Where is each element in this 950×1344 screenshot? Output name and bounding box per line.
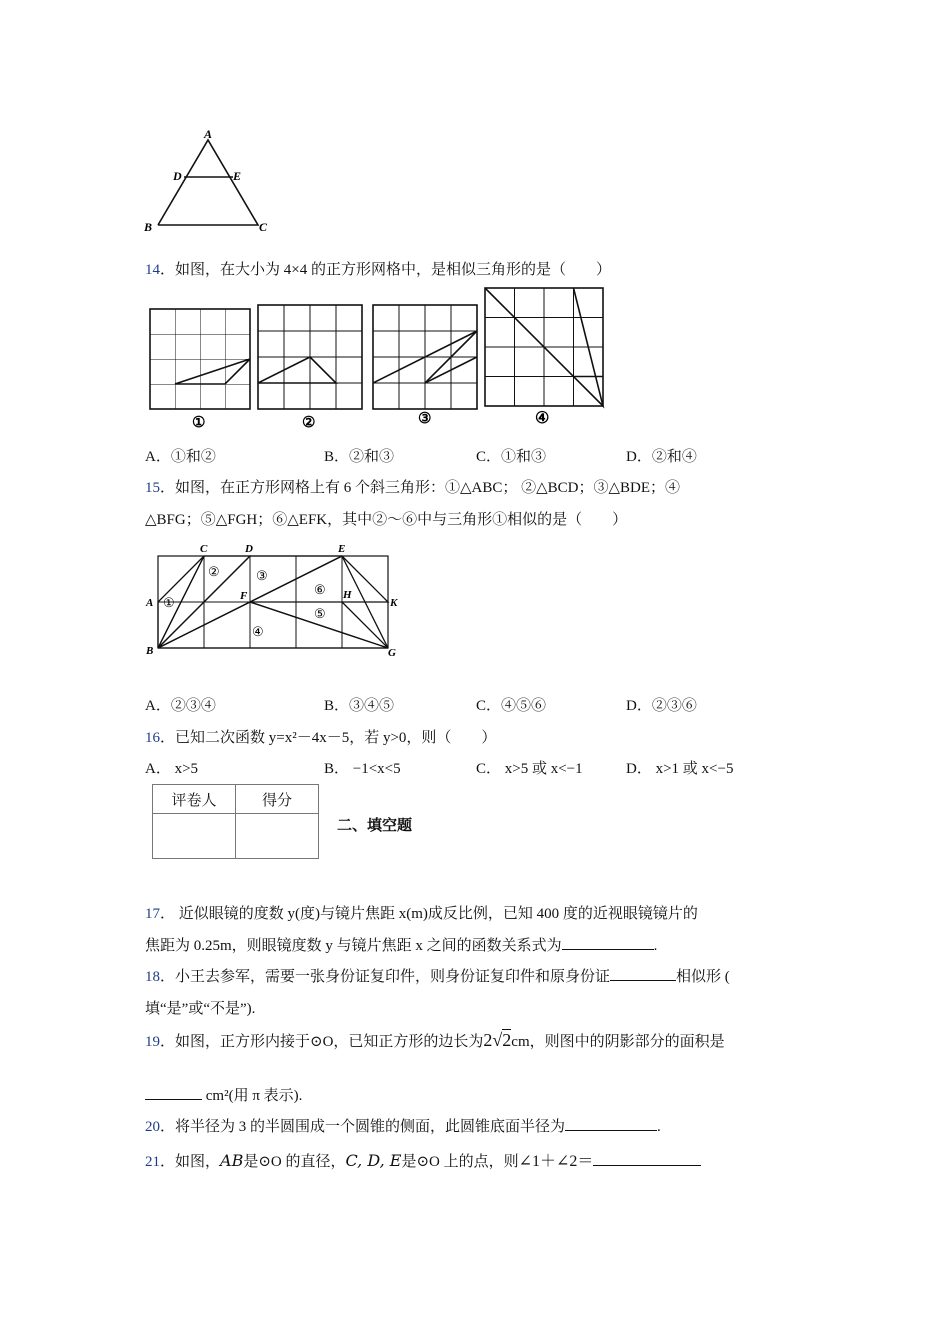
section-title: 二、填空题 xyxy=(337,816,413,834)
q18-text1b: 相似形 ( xyxy=(676,969,730,985)
q14-number: 14 xyxy=(145,262,160,278)
q14-stem xyxy=(145,258,611,279)
q18-number: 18 xyxy=(145,969,160,985)
q14-fig-label-3: ③ xyxy=(418,411,432,427)
label-b: B xyxy=(144,220,153,234)
q20-answer-blank[interactable] xyxy=(565,1116,657,1131)
q21-answer-blank[interactable] xyxy=(593,1151,701,1166)
q20-tail: . xyxy=(657,1119,661,1135)
label-a: A xyxy=(204,127,213,141)
q15-option-b[interactable]: B．③④⑤ xyxy=(324,698,395,714)
q14-option-b[interactable]: B．②和③ xyxy=(324,449,395,465)
q16-option-d[interactable]: D． x>1 或 x<−5 xyxy=(626,761,734,777)
q18-stem-line2: 填“是”或“不是”). xyxy=(145,1001,256,1017)
q15-region-5: ⑤ xyxy=(314,606,326,621)
q18-text1: ．小王去参军，需要一张身份证复印件，则身份证复印件和原身份证 xyxy=(160,969,611,985)
score-table-score-cell[interactable] xyxy=(236,814,319,859)
q19-text2: cm²(用 π 表示). xyxy=(202,1088,303,1104)
q19-answer-blank[interactable] xyxy=(145,1085,202,1100)
score-table-reviewer-header: 评卷人 xyxy=(153,785,236,814)
q19-stem-line2 xyxy=(145,1084,302,1105)
q15-option-d[interactable]: D．②③⑥ xyxy=(626,698,697,714)
triangle-ade-figure xyxy=(140,125,280,240)
q14-fig-label-2: ② xyxy=(302,415,316,431)
q15-option-a[interactable]: A．②③④ xyxy=(145,698,216,714)
score-table-reviewer-cell[interactable] xyxy=(153,814,236,859)
label-d: D xyxy=(173,169,182,183)
q16-option-b[interactable]: B． −1<x<5 xyxy=(324,761,401,777)
q15-label-d: D xyxy=(245,543,253,555)
q21-text3: 是⊙O 上的点，则 xyxy=(401,1154,519,1170)
q19-number: 19 xyxy=(145,1034,160,1050)
q14-fig-label-1: ① xyxy=(192,415,206,431)
q14-text: ．如图，在大小为 4×4 的正方形网格中，是相似三角形的是（ ） xyxy=(160,262,611,278)
q17-text2: 焦距为 0.25m，则眼镜度数 y 与镜片焦距 x 之间的函数关系式为 xyxy=(145,938,562,954)
q15-option-c[interactable]: C．④⑤⑥ xyxy=(476,698,547,714)
q21-stem xyxy=(145,1148,701,1171)
q17-stem-line2 xyxy=(145,934,657,955)
q16-stem xyxy=(145,726,496,747)
q14-grid-figures xyxy=(145,285,615,435)
q15-region-3: ③ xyxy=(256,568,268,583)
sqrt-icon: √ xyxy=(492,1030,503,1050)
q19-unit: cm，则图中的阴影部分的面积是 xyxy=(511,1034,725,1050)
q15-number: 15 xyxy=(145,480,160,496)
q15-region-4: ④ xyxy=(252,624,264,639)
q18-stem-line1 xyxy=(145,965,730,986)
q21-text1: ．如图， xyxy=(160,1154,221,1170)
q20-stem xyxy=(145,1115,661,1136)
q15-label-e: E xyxy=(338,543,346,555)
q21-cde: C, D, E xyxy=(345,1151,402,1170)
q17-tail: . xyxy=(653,938,658,954)
q19-stem-line1 xyxy=(145,1030,725,1051)
q15-label-b: B xyxy=(146,645,154,657)
q15-label-h: H xyxy=(343,589,352,601)
q19-text1: ．如图，正方形内接于⊙O，已知正方形的边长为 xyxy=(160,1034,484,1050)
q14-option-a[interactable]: A．①和② xyxy=(145,449,216,465)
q21-expr: ∠1＋∠2＝ xyxy=(518,1153,594,1170)
q15-stem-line1 xyxy=(145,476,680,497)
q15-label-a: A xyxy=(146,597,154,609)
q15-grid-figure xyxy=(140,540,410,665)
q15-label-g: G xyxy=(388,647,396,659)
score-table-score-header: 得分 xyxy=(236,785,319,814)
label-e: E xyxy=(233,169,242,183)
q15-text1: ．如图，在正方形网格上有 6 个斜三角形：①△ABC； ②△BCD；③△BDE；④ xyxy=(160,480,681,496)
q16-text: ．已知二次函数 y=x²－4x－5，若 y>0，则（ ） xyxy=(160,730,497,746)
q14-option-d[interactable]: D．②和④ xyxy=(626,449,697,465)
q17-text1: ． 近似眼镜的度数 y(度)与镜片焦距 x(m)成反比例，已知 400 度的近视眼镜镜片的 xyxy=(160,906,698,922)
q15-label-f: F xyxy=(240,590,248,602)
q15-region-2: ② xyxy=(208,564,220,579)
q15-stem-line2: △BFG；⑤△FGH；⑥△EFK，其中②～⑥中与三角形①相似的是（ ） xyxy=(145,512,628,528)
q15-label-c: C xyxy=(200,543,208,555)
q16-number: 16 xyxy=(145,730,160,746)
q14-fig-label-4: ④ xyxy=(535,410,550,427)
q21-number: 21 xyxy=(145,1154,160,1170)
q15-region-1: ① xyxy=(163,595,175,610)
q19-coef: 2 xyxy=(483,1030,493,1050)
q20-number: 20 xyxy=(145,1119,160,1135)
q15-label-k: K xyxy=(390,597,398,609)
q16-option-a[interactable]: A． x>5 xyxy=(145,761,199,777)
q19-radicand: 2 xyxy=(502,1030,512,1050)
q17-number: 17 xyxy=(145,906,160,922)
q20-text: ．将半径为 3 的半圆围成一个圆锥的侧面，此圆锥底面半径为 xyxy=(160,1119,566,1135)
q17-stem-line1 xyxy=(145,902,698,923)
q17-answer-blank[interactable] xyxy=(562,935,654,950)
q21-text2: 是⊙O 的直径， xyxy=(243,1154,346,1170)
q21-ab: AB xyxy=(220,1151,244,1170)
q18-answer-blank[interactable] xyxy=(610,966,676,981)
q16-option-c[interactable]: C． x>5 或 x<−1 xyxy=(476,761,583,777)
q15-region-6: ⑥ xyxy=(314,582,326,597)
label-c: C xyxy=(259,220,268,234)
score-table xyxy=(152,784,319,859)
q14-option-c[interactable]: C．①和③ xyxy=(476,449,547,465)
